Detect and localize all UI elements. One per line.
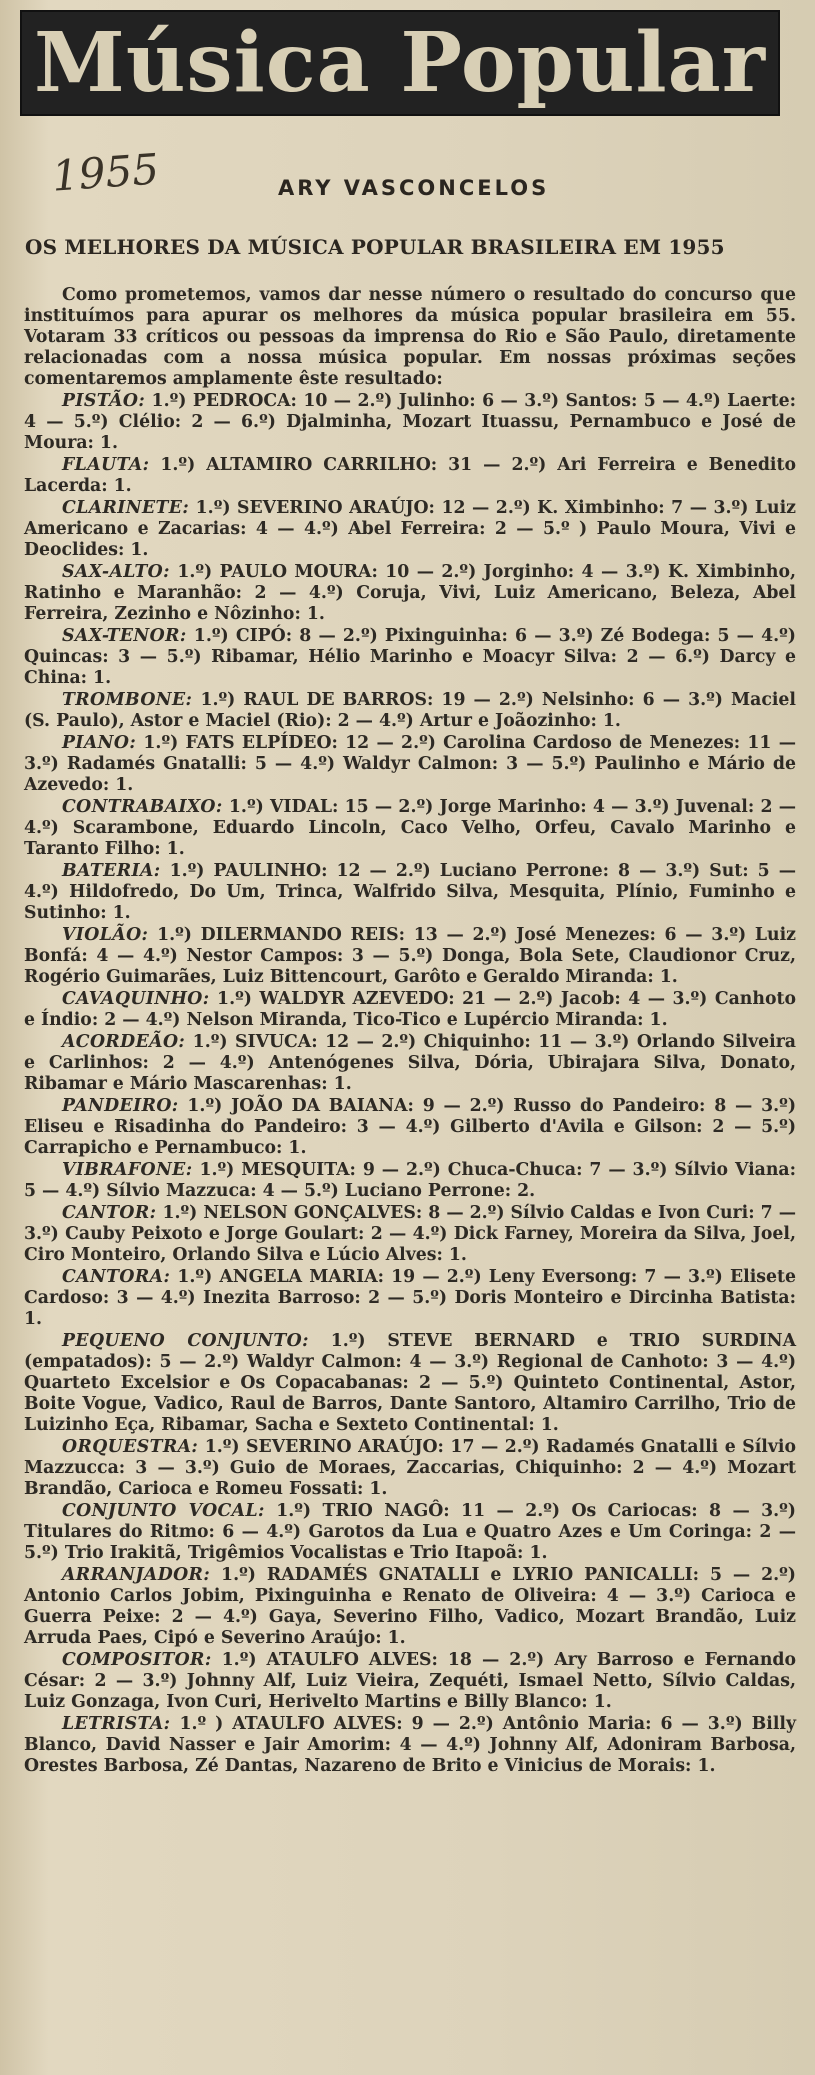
category-acordeao xyxy=(24,1032,796,1095)
category-clarinete xyxy=(24,498,796,561)
category-label: CONJUNTO VOCAL: xyxy=(62,1501,265,1521)
category-violao xyxy=(24,925,796,988)
category-label: PISTÃO: xyxy=(62,391,146,411)
category-results: 1.º ) ATAULFO ALVES: 9 — 2.º) Antônio Maria: 6 — 3.º) Billy Blanco, David Nasser e Jair Amorim: 4 — 4.º) Johnny Alf, Adoniram Barbosa, Orestes Barbosa, Zé Dantas, Nazareno de Brito e Vinicius de Morais: 1. xyxy=(24,1714,796,1776)
category-results: 1.º) SIVUCA: 12 — 2.º) Chiquinho: 11 — 3.º) Orlando Silveira e Carlinhos: 2 — 4.º) Antenógenes Silva, Dória, Ubirajara Silva, Donato, Ribamar e Mário Mascarenhas: 1. xyxy=(24,1032,796,1094)
category-results: 1.º) ATAULFO ALVES: 18 — 2.º) Ary Barroso e Fernando César: 2 — 3.º) Johnny Alf, Luiz Vieira, Zequéti, Ismael Netto, Sílvio Caldas, Luiz Gonzaga, Ivon Curi, Herivelto Martins e Billy Blanco: 1. xyxy=(24,1650,796,1712)
category-label: VIBRAFONE: xyxy=(62,1160,193,1180)
category-results: 1.º) FATS ELPÍDEO: 12 — 2.º) Carolina Cardoso de Menezes: 11 — 3.º) Radamés Gnatalli: 5 — 4.º) Waldyr Calmon: 3 — 5.º) Paulinho e Mário de Azevedo: 1. xyxy=(24,733,796,795)
category-results: 1.º) PAULINHO: 12 — 2.º) Luciano Perrone: 8 — 3.º) Sut: 5 — 4.º) Hildofredo, Do Um, Trinca, Walfrido Silva, Mesquita, Plínio, Fuminho e Sutinho: 1. xyxy=(24,861,796,923)
category-sax-tenor xyxy=(24,626,796,689)
category-label: CONTRABAIXO: xyxy=(62,797,223,817)
category-cavaquinho xyxy=(24,989,796,1031)
category-label: PANDEIRO: xyxy=(62,1096,179,1116)
category-results: 1.º) STEVE BERNARD e TRIO SURDINA (empatados): 5 — 2.º) Waldyr Calmon: 4 — 3.º) Regional de Canhoto: 3 — 4.º) Quarteto Excelsior e Os Copacabanas: 2 — 5.º) Quinteto Continental, Astor, Boite Vogue, Vadico, Raul de Barros, Dante Santoro, Altamiro Carrilho, Trio de Luizinho Eça, Ribamar, Sacha e Sexteto Continental: 1. xyxy=(24,1331,796,1435)
category-arranjador xyxy=(24,1565,796,1649)
masthead-banner xyxy=(20,10,780,116)
category-cantor xyxy=(24,1203,796,1266)
category-label: FLAUTA: xyxy=(62,455,150,475)
category-vibrafone xyxy=(24,1160,796,1202)
category-results: 1.º) ANGELA MARIA: 19 — 2.º) Leny Eversong: 7 — 3.º) Elisete Cardoso: 3 — 4.º) Inezita Barroso: 2 — 5.º) Doris Monteiro e Dircinha Batista: 1. xyxy=(24,1267,796,1329)
category-compositor xyxy=(24,1650,796,1713)
category-results: 1.º) VIDAL: 15 — 2.º) Jorge Marinho: 4 — 3.º) Juvenal: 2 — 4.º) Scarambone, Eduardo Lincoln, Caco Velho, Orfeu, Cavalo Marinho e Taranto Filho: 1. xyxy=(24,797,796,859)
category-pequeno-conjunto xyxy=(24,1331,796,1436)
category-results: 1.º) RADAMÉS GNATALLI e LYRIO PANICALLI: 5 — 2.º) Antonio Carlos Jobim, Pixinguinha e Renato de Oliveira: 4 — 3.º) Carioca e Guerra Peixe: 2 — 4.º) Gaya, Severino Filho, Vadico, Mozart Brandão, Luiz Arruda Paes, Cipó e Severino Araújo: 1. xyxy=(24,1565,796,1648)
category-results: 1.º) SEVERINO ARAÚJO: 17 — 2.º) Radamés Gnatalli e Sílvio Mazzucca: 3 — 3.º) Guio de Moraes, Zaccarias, Chiquinho: 2 — 4.º) Mozart Brandão, Carioca e Romeu Fossati: 1. xyxy=(24,1437,796,1499)
category-results: 1.º) CIPÓ: 8 — 2.º) Pixinguinha: 6 — 3.º) Zé Bodega: 5 — 4.º) Quincas: 3 — 5.º) Ribamar, Hélio Marinho e Moacyr Silva: 2 — 6.º) Darcy e China: 1. xyxy=(24,626,796,688)
category-label: LETRISTA: xyxy=(62,1714,171,1734)
category-label: VIOLÃO: xyxy=(62,925,149,945)
category-results: 1.º) ALTAMIRO CARRILHO: 31 — 2.º) Ari Ferreira e Benedito Lacerda: 1. xyxy=(24,455,796,496)
category-label: ARRANJADOR: xyxy=(62,1565,211,1585)
category-label: CANTOR: xyxy=(62,1203,157,1223)
category-label: TROMBONE: xyxy=(62,690,193,710)
category-results: 1.º) TRIO NAGÔ: 11 — 2.º) Os Cariocas: 8 — 3.º) Titulares do Ritmo: 6 — 4.º) Garotos da Lua e Quatro Azes e Um Coringa: 2 — 5.º) Trio Irakitã, Trigêmios Vocalistas e Trio Itapoã: 1. xyxy=(24,1501,796,1563)
category-pandeiro xyxy=(24,1096,796,1159)
category-label: ACORDEÃO: xyxy=(62,1032,186,1052)
article-headline: OS MELHORES DA MÚSICA POPULAR BRASILEIRA EM 1955 xyxy=(25,235,725,259)
category-results: 1.º) WALDYR AZEVEDO: 21 — 2.º) Jacob: 4 — 3.º) Canhoto e Índio: 2 — 4.º) Nelson Miranda, Tico-Tico e Lupércio Miranda: 1. xyxy=(24,989,796,1030)
category-pistao xyxy=(24,391,796,454)
author-byline: ARY VASCONCELOS xyxy=(278,176,550,200)
category-label: CLARINETE: xyxy=(62,498,190,518)
category-letrista xyxy=(24,1714,796,1777)
category-results: 1.º) PEDROCA: 10 — 2.º) Julinho: 6 — 3.º) Santos: 5 — 4.º) Laerte: 4 — 5.º) Clélio: 2 — 6.º) Djalminha, Mozart Ituassu, Pernambuco e José de Moura: 1. xyxy=(24,391,796,453)
category-trombone xyxy=(24,690,796,732)
masthead-title: Música Popular xyxy=(34,15,766,111)
category-results: 1.º) PAULO MOURA: 10 — 2.º) Jorginho: 4 — 3.º) K. Ximbinho, Ratinho e Maranhão: 2 — 4.º) Coruja, Vivi, Luiz Americano, Beleza, Abel Ferreira, Zezinho e Nôzinho: 1. xyxy=(24,562,796,624)
category-label: CAVAQUINHO: xyxy=(62,989,210,1009)
category-contrabaixo xyxy=(24,797,796,860)
category-results: 1.º) MESQUITA: 9 — 2.º) Chuca-Chuca: 7 — 3.º) Sílvio Viana: 5 — 4.º) Sílvio Mazzuca: 4 — 5.º) Luciano Perrone: 2. xyxy=(24,1160,796,1201)
category-label: PIANO: xyxy=(62,733,137,753)
category-label: CANTORA: xyxy=(62,1267,171,1287)
category-orquestra xyxy=(24,1437,796,1500)
article-intro: Como prometemos, vamos dar nesse número o resultado do concurso que instituímos para apurar os melhores da música popular brasileira em 55. Votaram 33 críticos ou pessoas da imprensa do Rio e São Paulo, diretamente relacionadas com a nossa música popular. Em nossas próximas seções comentaremos amplamente êste resultado: xyxy=(24,285,796,389)
category-label: ORQUESTRA: xyxy=(62,1437,199,1457)
category-results: 1.º) RAUL DE BARROS: 19 — 2.º) Nelsinho: 6 — 3.º) Maciel (S. Paulo), Astor e Maciel (Rio): 2 — 4.º) Artur e Joãozinho: 1. xyxy=(24,690,796,731)
category-label: PEQUENO CONJUNTO: xyxy=(62,1331,309,1351)
category-label: SAX-TENOR: xyxy=(62,626,187,646)
category-label: COMPOSITOR: xyxy=(62,1650,212,1670)
category-sax-alto xyxy=(24,562,796,625)
handwritten-year: 1955 xyxy=(50,144,161,201)
category-label: SAX-ALTO: xyxy=(62,562,170,582)
category-results: 1.º) JOÃO DA BAIANA: 9 — 2.º) Russo do Pandeiro: 8 — 3.º) Eliseu e Risadinha do Pandeiro: 3 — 4.º) Gilberto d'Avila e Gilson: 2 — 5.º) Carrapicho e Pernambuco: 1. xyxy=(24,1096,796,1158)
article-body xyxy=(24,285,796,1777)
category-conjunto-vocal xyxy=(24,1501,796,1564)
category-results: 1.º) NELSON GONÇALVES: 8 — 2.º) Sílvio Caldas e Ivon Curi: 7 — 3.º) Cauby Peixoto e Jorge Goulart: 2 — 4.º) Dick Farney, Moreira da Silva, Joel, Ciro Monteiro, Orlando Silva e Lúcio Alves: 1. xyxy=(24,1203,796,1265)
category-results: 1.º) SEVERINO ARAÚJO: 12 — 2.º) K. Ximbinho: 7 — 3.º) Luiz Americano e Zacarias: 4 — 4.º) Abel Ferreira: 2 — 5.º ) Paulo Moura, Vivi e Deoclides: 1. xyxy=(24,498,796,560)
category-bateria xyxy=(24,861,796,924)
category-results: 1.º) DILERMANDO REIS: 13 — 2.º) José Menezes: 6 — 3.º) Luiz Bonfá: 4 — 4.º) Nestor Campos: 3 — 5.º) Donga, Bola Sete, Claudionor Cruz, Rogério Guimarães, Luiz Bittencourt, Garôto e Geraldo Miranda: 1. xyxy=(24,925,796,987)
category-label: BATERIA: xyxy=(62,861,161,881)
category-cantora xyxy=(24,1267,796,1330)
category-piano xyxy=(24,733,796,796)
category-flauta xyxy=(24,455,796,497)
